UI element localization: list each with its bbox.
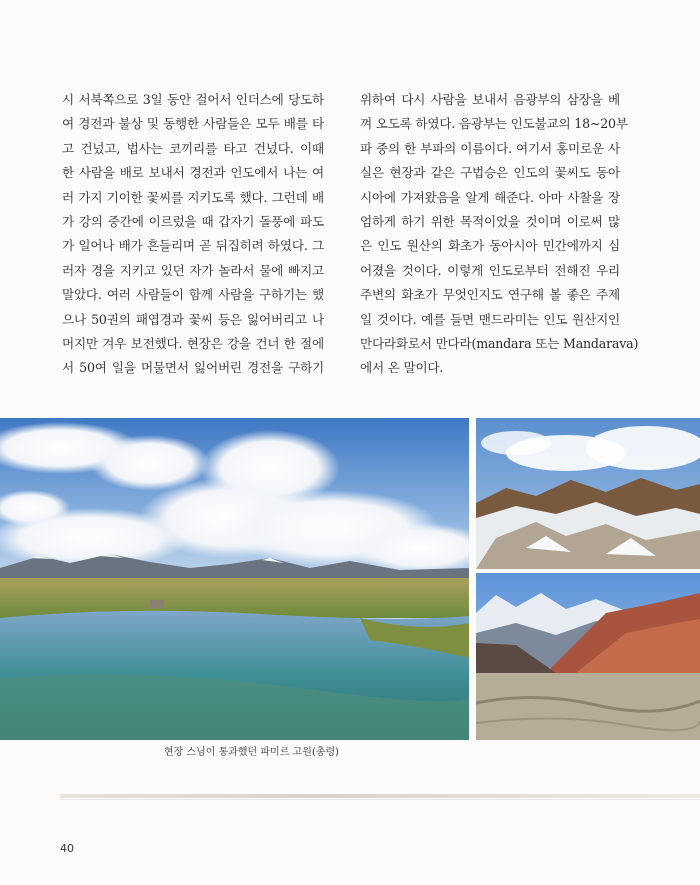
text-line: 일 것이다. 예를 들면 맨드라미는 인도 원산지인	[360, 311, 620, 327]
text-line: 어졌을 것이다. 이렇게 인도로부터 전해진 우리	[360, 262, 620, 278]
text-line: 파 중의 한 부파의 이름이다. 여기서 홍미로운 사	[360, 140, 620, 156]
body-text-right-column	[360, 88, 639, 381]
text-line: 러자 경을 지키고 있던 자가 놀라서 물에 빠지고	[62, 262, 324, 278]
pamir-lake-photo	[0, 418, 469, 740]
text-line: 여 경전과 불상 및 동행한 사람들은 모두 배를 타	[62, 116, 324, 132]
text-line: 가 강의 중간에 이르렀을 때 갑자기 돌풍에 파도	[62, 214, 324, 230]
text-line: 에서 온 말이다.	[360, 360, 444, 376]
figure-caption	[0, 741, 469, 758]
text-line: 시아에 가져왔음을 알게 해준다. 아마 사찰을 장	[360, 189, 620, 205]
text-line: 고 건넜고, 법사는 코끼리를 타고 건넜다. 이때	[62, 140, 324, 156]
footer-rule-thin	[60, 799, 700, 800]
caption-text: 현장 스님이 통과했던 파미르 고원(총령)	[163, 747, 339, 758]
page-number: 40	[60, 842, 74, 855]
text-line: 껴 오도록 하였다. 음광부는 인도불교의 18~20부	[360, 116, 628, 132]
text-line: 한 사람을 배로 보내서 경전과 인도에서 나는 여	[62, 165, 324, 181]
text-line: 주변의 화초가 무엇인지도 연구해 볼 좋은 주제	[360, 287, 620, 303]
text-line: 위하여 다시 사람을 보내서 음광부의 삼장을 베	[360, 92, 620, 107]
text-line: 으나 50권의 패엽경과 꽃씨 등은 잃어버리고 나	[62, 311, 324, 327]
text-line: 엄하게 하기 위한 목적이었을 것이며 이로써 많	[360, 214, 620, 230]
red-mountains-riverbed-photo	[476, 573, 700, 740]
body-text-left-column	[62, 88, 324, 381]
footer-rule	[60, 794, 700, 798]
text-line: 만다라화로서 만다라(mandara 또는 Mandarava)	[360, 336, 639, 352]
text-line: 은 인도 원산의 화초가 동아시아 민간에까지 심	[360, 238, 620, 254]
text-line: 가 일어나 배가 흔들리며 곧 뒤집히려 하였다. 그	[62, 238, 324, 254]
text-line: 머지만 겨우 보전했다. 현장은 강을 건너 한 절에	[62, 336, 324, 352]
text-line: 러 가지 기이한 꽃씨를 지키도록 했다. 그런데 배	[62, 189, 324, 205]
text-line: 말았다. 여러 사람들이 함께 사람을 구하기는 했	[62, 287, 324, 303]
aerial-snow-mountains-photo	[476, 418, 700, 569]
text-line: 서 50여 일을 머물면서 잃어버린 경전을 구하기	[62, 360, 324, 376]
text-line: 실은 현장과 같은 구법승은 인도의 꽃씨도 동아	[360, 165, 620, 181]
text-line: 시 서북쪽으로 3일 동안 걸어서 인더스에 당도하	[62, 92, 324, 107]
